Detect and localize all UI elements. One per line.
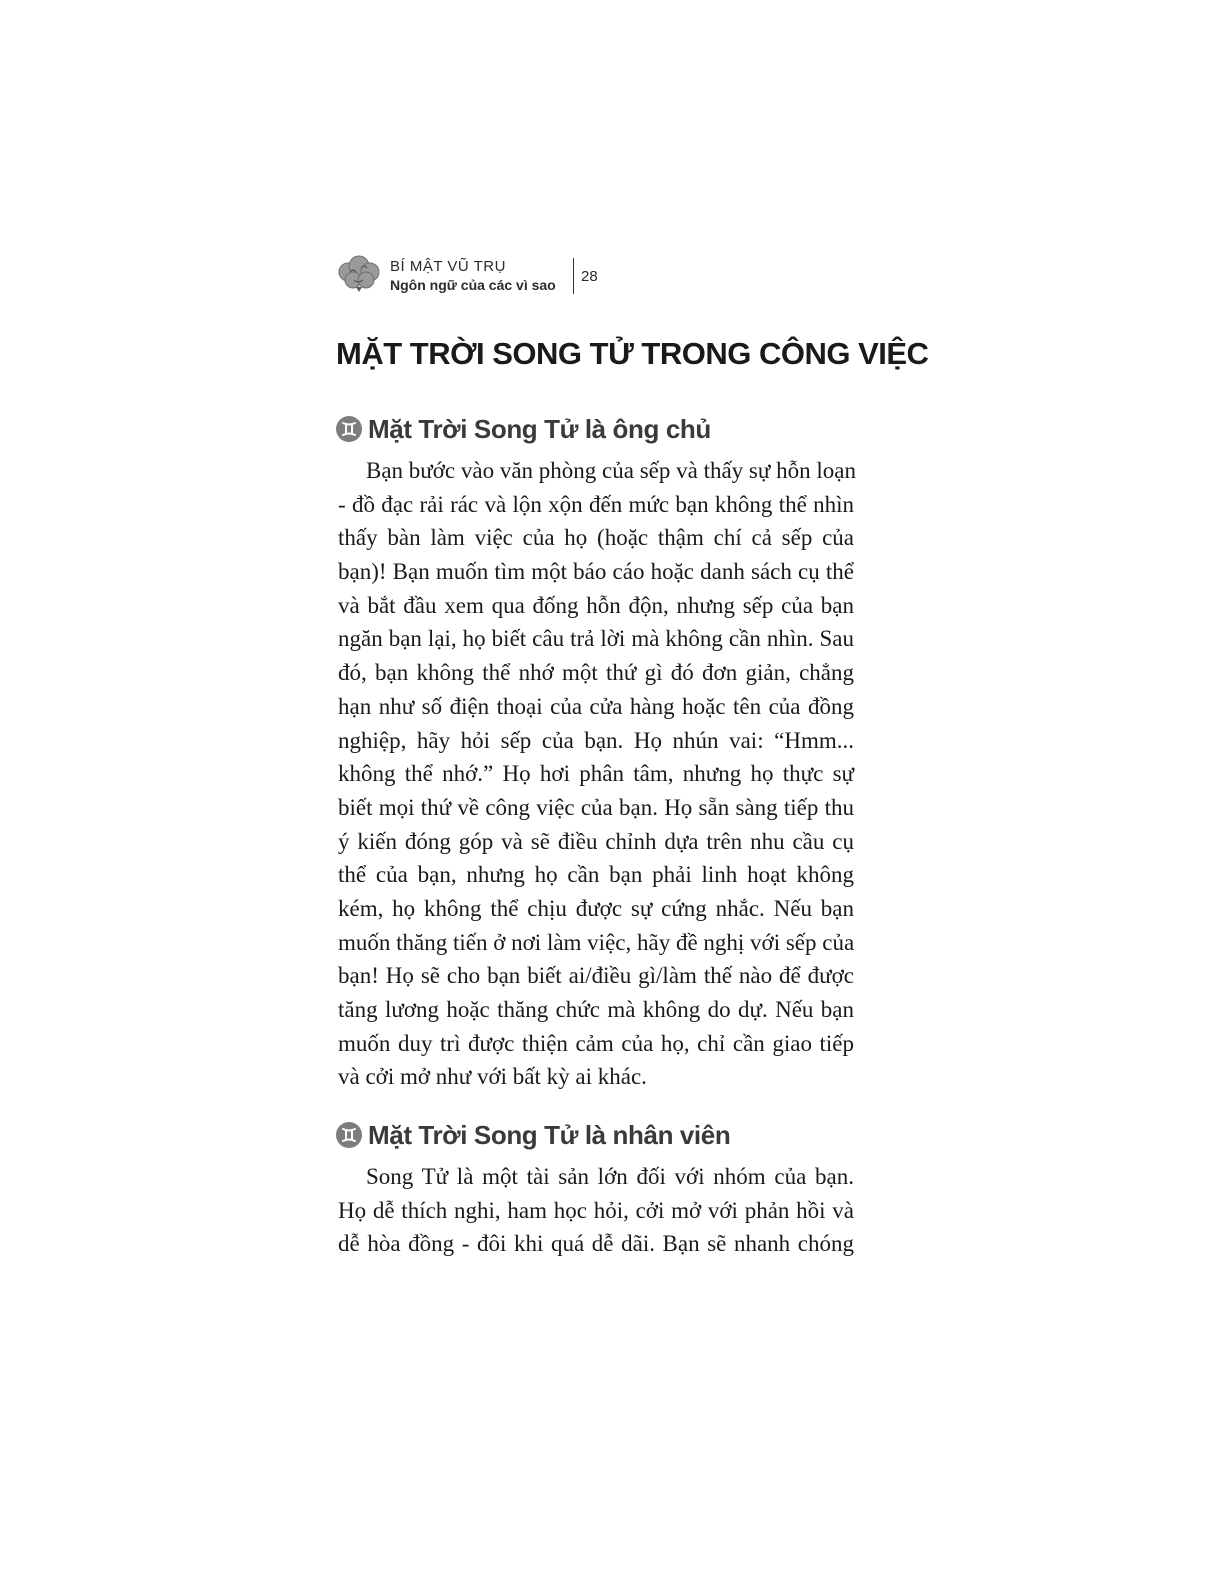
text-line: thấy bàn làm việc của họ (hoặc thậm chí cả sếp của — [338, 525, 854, 551]
text-line: ý kiến đóng góp và sẽ điều chỉnh dựa trên nhu cầu cụ — [338, 828, 854, 854]
text-line: Họ dễ thích nghi, ham học hỏi, cởi mở với phản hồi và — [338, 1197, 854, 1223]
section-paragraph-employee — [338, 1160, 854, 1261]
section-heading-employee — [336, 1118, 730, 1152]
text-line: bạn! Họ sẽ cho bạn biết ai/điều gì/làm thế nào để được — [338, 963, 854, 989]
book-title: BÍ MẬT VŨ TRỤ — [390, 258, 506, 275]
text-line: - đồ đạc rải rác và lộn xộn đến mức bạn không thể nhìn — [338, 491, 854, 517]
text-line: Bạn bước vào văn phòng của sếp và thấy sự hỗn loạn — [366, 458, 856, 483]
text-line: muốn duy trì được thiện cảm của họ, chỉ cần giao tiếp — [338, 1030, 854, 1056]
text-line: và cởi mở như với bất kỳ ai khác. — [338, 1064, 647, 1090]
text-line: ngăn bạn lại, họ biết câu trả lời mà không cần nhìn. Sau — [338, 626, 854, 652]
text-line: biết mọi thứ về công việc của bạn. Họ sẵn sàng tiếp thu — [338, 794, 854, 820]
gemini-symbol-icon — [336, 416, 362, 442]
book-subtitle: Ngôn ngữ của các vì sao — [390, 277, 556, 293]
text-line: hạn như số điện thoại của cửa hàng hoặc tên của đồng — [338, 693, 854, 719]
text-line: Song Tử là một tài sản lớn đối với nhóm của bạn. — [366, 1164, 854, 1189]
page-number: 28 — [581, 268, 598, 285]
gemini-symbol-icon — [336, 1122, 362, 1148]
text-line: kém, họ không thể chịu được sự cứng nhắc. Nếu bạn — [338, 895, 854, 921]
text-line: không thể nhớ.” Họ hơi phân tâm, nhưng họ thực sự — [338, 761, 854, 787]
header-divider — [573, 258, 574, 294]
chapter-title: MẶT TRỜI SONG TỬ TRONG CÔNG VIỆC — [336, 336, 929, 371]
section-heading-boss — [336, 412, 711, 446]
text-line: tăng lương hoặc thăng chức mà không do dự. Nếu bạn — [338, 997, 854, 1022]
section-heading-text: Mặt Trời Song Tử là ông chủ — [368, 413, 711, 444]
text-line: nghiệp, hãy hỏi sếp của bạn. Họ nhún vai: “Hmm... — [338, 727, 854, 753]
running-header — [336, 252, 636, 300]
text-line: đó, bạn không thể nhớ một thứ gì đó đơn giản, chẳng — [338, 660, 854, 686]
text-line: dễ hòa đồng - đôi khi quá dễ dãi. Bạn sẽ nhanh chóng — [338, 1231, 854, 1257]
section-paragraph-boss — [338, 454, 854, 1094]
cloud-ornament-icon — [336, 254, 382, 294]
section-heading-text: Mặt Trời Song Tử là nhân viên — [368, 1119, 731, 1150]
text-line: và bắt đầu xem qua đống hỗn độn, nhưng sếp của bạn — [338, 592, 854, 618]
text-line: bạn)! Bạn muốn tìm một báo cáo hoặc danh sách cụ thể — [338, 559, 854, 585]
text-line: thể của bạn, nhưng họ cần bạn phải linh hoạt không — [338, 862, 854, 888]
text-line: muốn thăng tiến ở nơi làm việc, hãy đề nghị với sếp của — [338, 929, 855, 955]
